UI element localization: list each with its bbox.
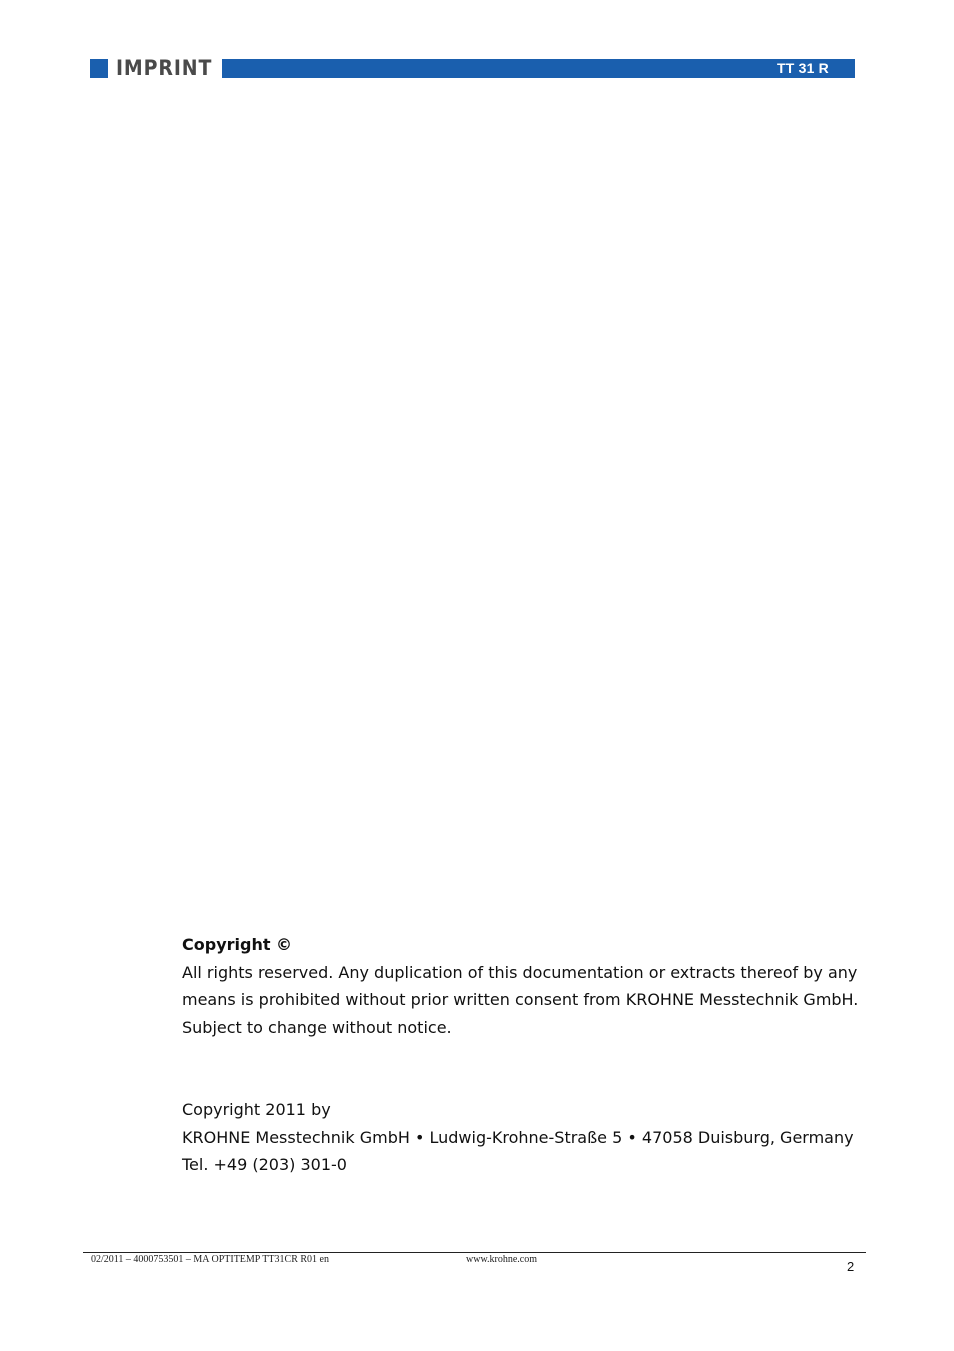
copyright-notice [182,931,859,1041]
copyright-text-line: means is prohibited without prior written consent from KROHNE Messtechnik GmbH. [182,990,859,1009]
company-address [182,1096,852,1179]
header-square-marker [90,59,108,78]
header-bar [222,59,855,78]
footer-document-reference: 02/2011 – 4000753501 – MA OPTITEMP TT31CR R01 en [91,1254,329,1265]
company-address-line: KROHNE Messtechnik GmbH • Ludwig-Krohne-Straße 5 • 47058 Duisburg, Germany [182,1127,854,1147]
copyright-year-line: Copyright 2011 by [182,1100,331,1119]
product-name: TT 31 R [777,60,829,76]
copyright-heading: Copyright © [182,935,293,954]
footer-website: www.krohne.com [466,1254,538,1265]
page-number: 2 [847,1259,855,1274]
page-section-title: IMPRINT [116,56,213,80]
copyright-text-line: Subject to change without notice. [182,1017,452,1037]
copyright-text-line: All rights reserved. Any duplication of this documentation or extracts thereof by any [182,962,858,982]
company-phone-line: Tel. +49 (203) 301-0 [182,1155,347,1174]
